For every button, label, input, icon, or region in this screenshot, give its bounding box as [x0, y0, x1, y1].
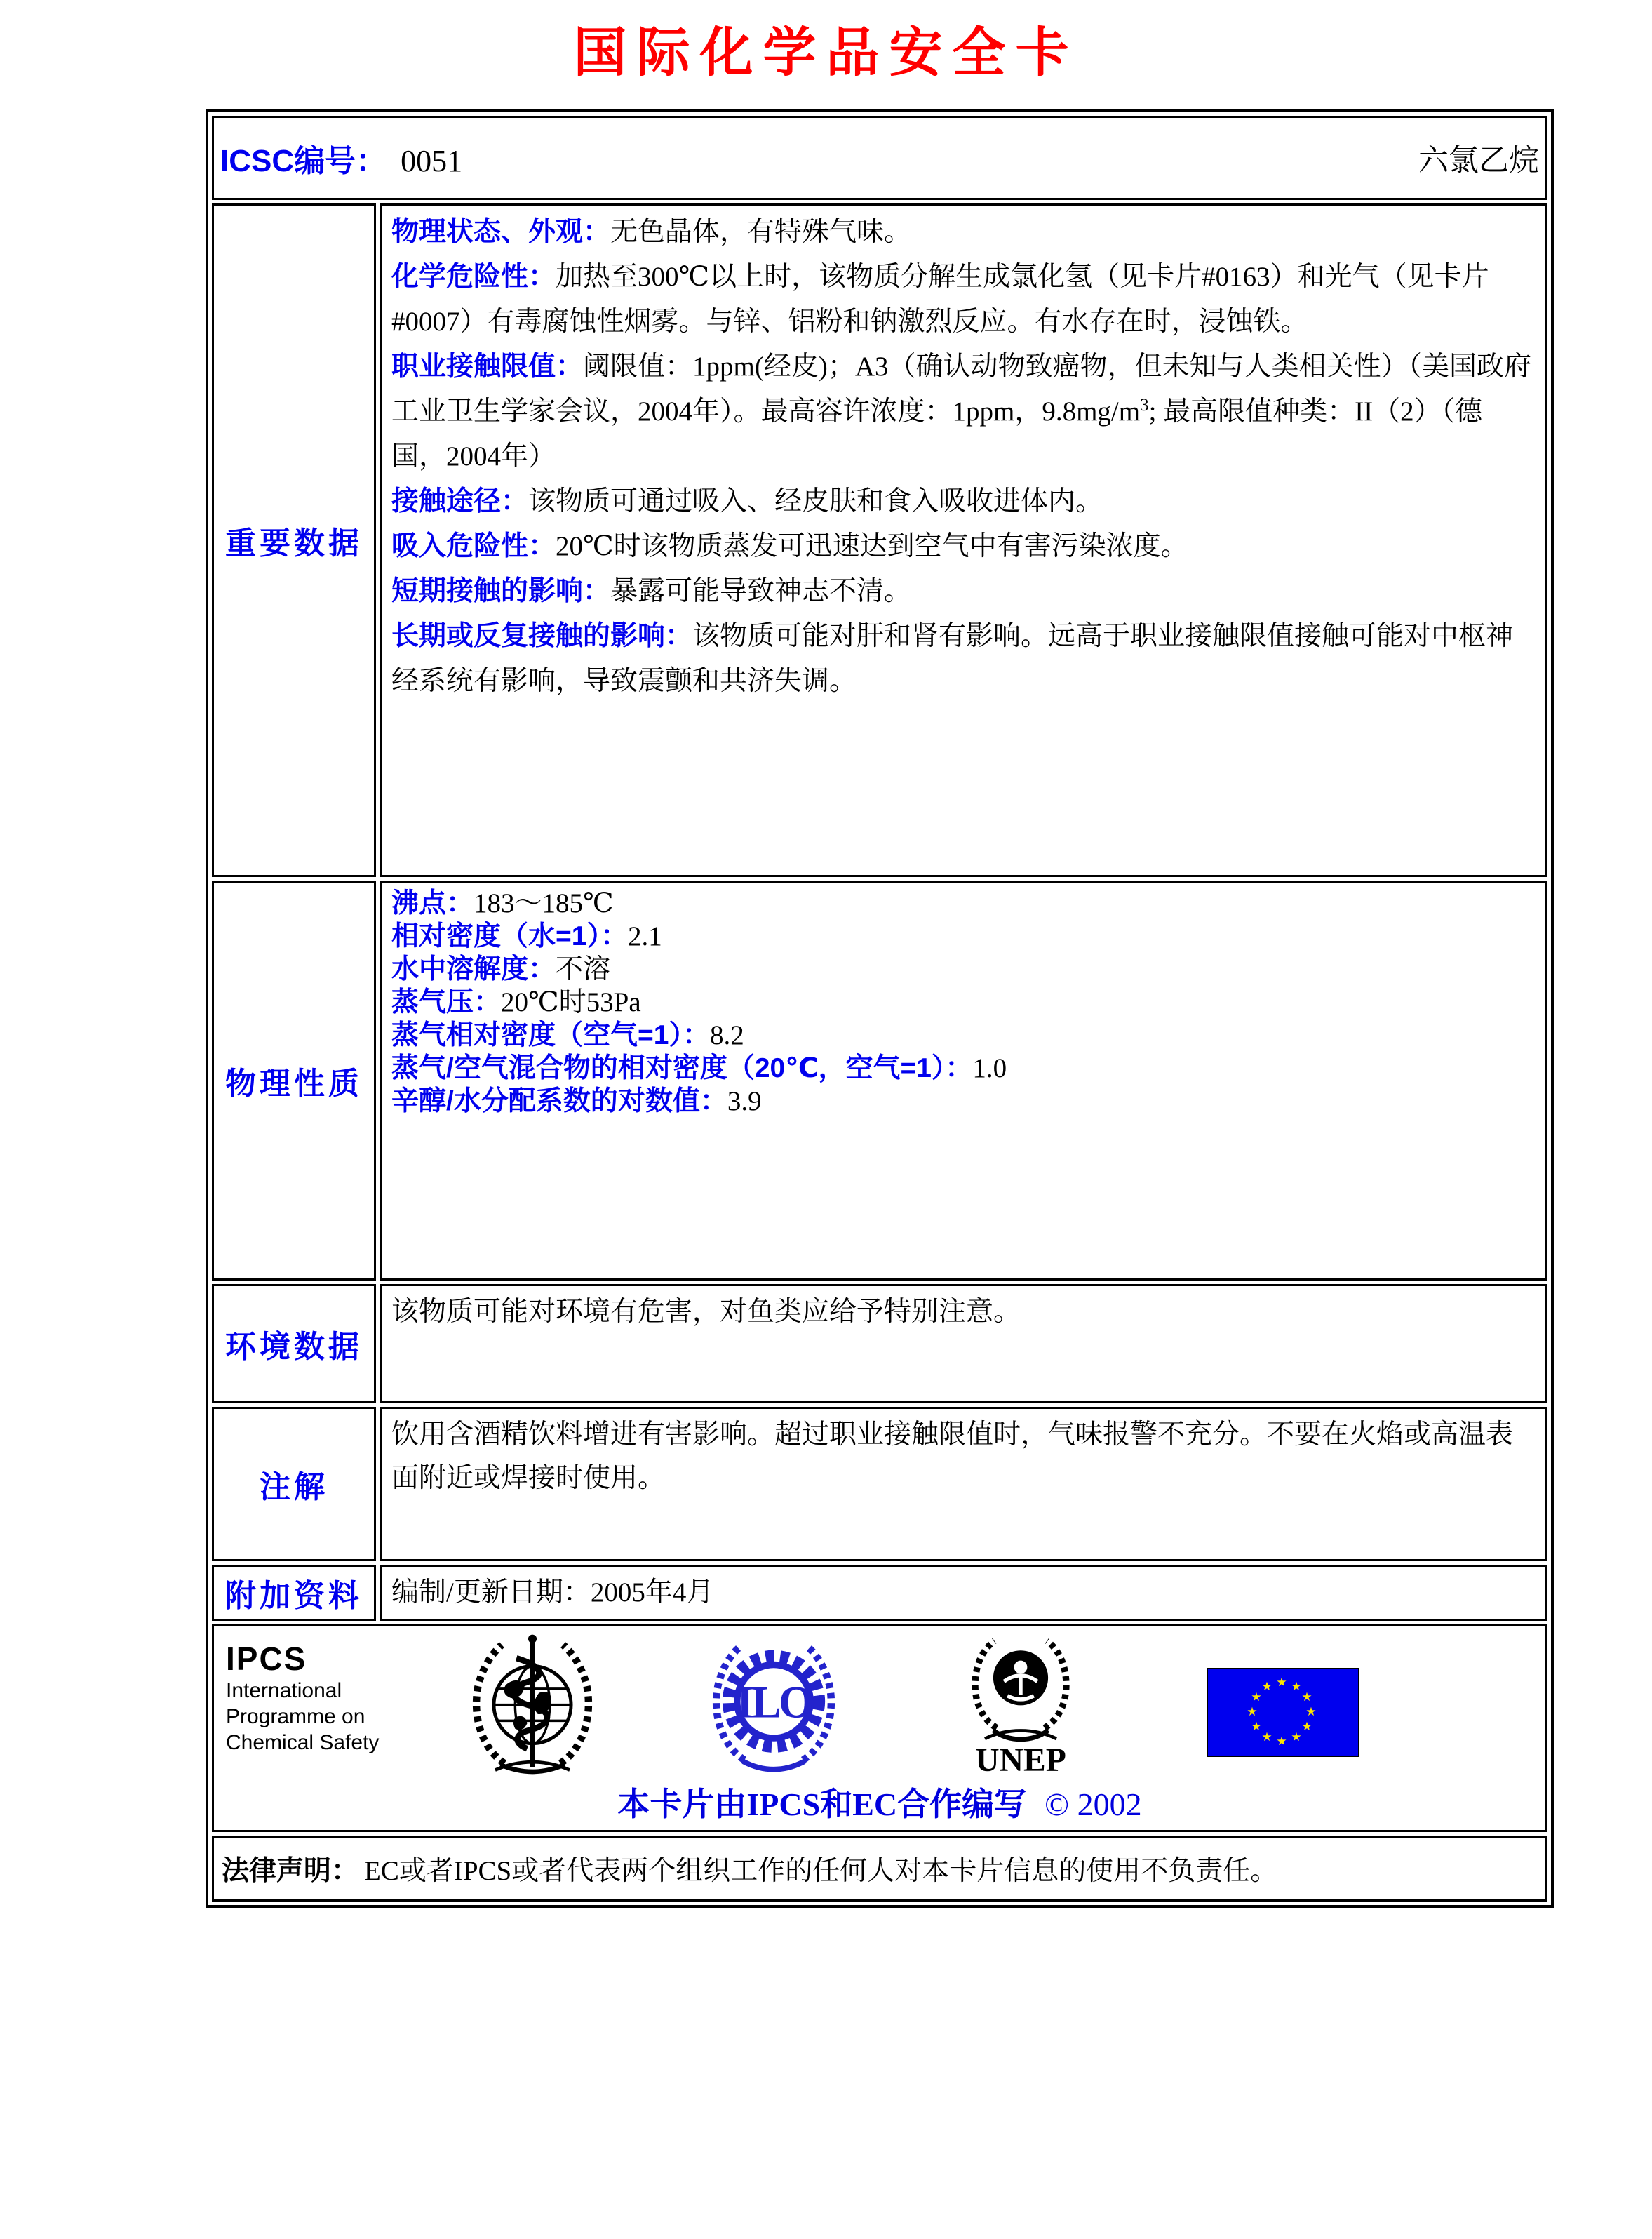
unep-logo-icon [961, 1637, 1080, 1781]
field-label: 长期或反复接触的影响： [391, 621, 693, 651]
icsc-number-label: ICSC编号： [220, 144, 387, 178]
additional-info-content: 编制/更新日期：2005年4月 [380, 1565, 1547, 1621]
prop-vapor-density [391, 1019, 1536, 1052]
prop-label: 蒸气压： [391, 987, 502, 1017]
eu-star-icon: ★ [1291, 1680, 1302, 1694]
eu-star-icon: ★ [1261, 1730, 1272, 1744]
header-flex [215, 119, 1545, 197]
field-chemical-danger [391, 255, 1536, 345]
eu-star-icon: ★ [1247, 1705, 1258, 1719]
row-legal [212, 1836, 1547, 1902]
prop-value: 20℃时53Pa [501, 987, 641, 1017]
environmental-data-content: 该物质可能对环境有危害，对鱼类应给予特别注意。 [380, 1284, 1547, 1403]
prop-label: 相对密度（水=1）： [391, 921, 628, 951]
prop-vapor-pressure [391, 986, 1536, 1019]
section-label-important-data: 重要数据 [212, 203, 376, 877]
prop-label: 蒸气/空气混合物的相对密度（20℃，空气=1）： [391, 1053, 973, 1083]
eu-star-icon: ★ [1276, 1676, 1287, 1690]
prop-value: 1.0 [972, 1053, 1007, 1083]
prop-label: 水中溶解度： [391, 954, 556, 984]
eu-star-icon: ★ [1276, 1735, 1287, 1749]
field-text: 加热至300℃以上时，该物质分解生成氯化氢（见卡片#0163）和光气（见卡片#0007）有毒腐蚀性烟雾。与锌、铝粉和钠激烈反应。有水存在时，浸蚀铁。 [391, 262, 1489, 337]
unep-logo-text: UNEP [975, 1742, 1066, 1779]
eu-star-icon: ★ [1301, 1690, 1312, 1704]
icsc-number-value: 0051 [401, 144, 463, 178]
section-label-environmental-data: 环境数据 [212, 1284, 376, 1403]
field-text: 20℃时该物质蒸发可迅速达到空气中有害污染浓度。 [556, 531, 1188, 561]
row-additional-info [212, 1565, 1547, 1621]
field-exposure-routes [391, 479, 1536, 524]
ilo-logo-text: ILO [736, 1676, 812, 1727]
prop-relative-density [391, 920, 1536, 953]
section-label-additional-info: 附加资料 [212, 1565, 376, 1621]
field-occupational-limits [391, 345, 1536, 479]
field-label: 物理状态、外观： [391, 217, 611, 247]
ipcs-block [226, 1640, 379, 1756]
prop-vapor-air-mix-density [391, 1052, 1536, 1085]
page-title: 国际化学品安全卡 [573, 23, 1079, 83]
copyright-year: © 2002 [1045, 1786, 1142, 1822]
important-data-content [380, 203, 1547, 877]
legal-label: 法律声明： [222, 1856, 359, 1886]
field-label: 吸入危险性： [391, 531, 556, 561]
row-physical-properties [212, 881, 1547, 1281]
superscript-3: 3 [1140, 396, 1149, 415]
prop-value: 不溶 [556, 954, 611, 984]
field-text: 阈限值：1ppm(经皮)；A3（确认动物致癌物，但未知与人类相关性）（美国政府工业卫生学家会议，2004年）。最高容许浓度：1ppm，9.8mg/m [391, 352, 1531, 427]
prop-boiling-point [391, 887, 1536, 920]
prop-value: 2.1 [627, 921, 662, 951]
row-important-data [212, 203, 1547, 877]
prop-octanol-water-coefficient [391, 1085, 1536, 1118]
eu-star-icon: ★ [1251, 1720, 1262, 1734]
ipcs-subtitle-line: Programme on [226, 1705, 365, 1728]
field-text: 暴露可能导致神志不清。 [610, 576, 912, 606]
prop-value: 8.2 [709, 1020, 744, 1050]
eu-star-icon: ★ [1251, 1690, 1262, 1704]
field-label: 短期接触的影响： [391, 576, 611, 606]
ilo-logo-icon [707, 1637, 840, 1774]
field-long-term-effects [391, 614, 1536, 704]
eu-star-icon: ★ [1261, 1680, 1272, 1694]
field-label: 化学危险性： [391, 262, 556, 292]
field-short-term-effects [391, 569, 1536, 614]
icsc-number-group [220, 135, 462, 180]
icsc-card-table [206, 109, 1554, 1908]
field-text: 该物质可能对肝和肾有影响。远高于职业接触限值接触可能对中枢神经系统有影响，导致震颤和共济失调。 [391, 621, 1514, 696]
field-text: ; 最高限值种类：II（2）（德国，2004年） [391, 396, 1483, 472]
field-text: 无色晶体，有特殊气味。 [610, 217, 912, 247]
ipcs-title: IPCS [226, 1640, 307, 1677]
who-logo-icon [466, 1634, 599, 1778]
prop-label: 辛醇/水分配系数的对数值： [391, 1086, 727, 1116]
physical-properties-content [380, 881, 1547, 1281]
header-row [212, 116, 1547, 200]
copyright-text: 本卡片由IPCS和EC合作编写 [617, 1786, 1027, 1822]
legal-cell [212, 1836, 1547, 1902]
prop-value: 3.9 [727, 1086, 762, 1116]
section-label-notes: 注解 [212, 1407, 376, 1561]
row-logos [212, 1624, 1547, 1832]
row-notes [212, 1407, 1547, 1561]
header-cell [212, 116, 1547, 200]
eu-star-icon: ★ [1291, 1730, 1302, 1744]
field-physical-state [391, 210, 1536, 255]
prop-label: 蒸气相对密度（空气=1）： [391, 1020, 710, 1050]
row-environmental-data [212, 1284, 1547, 1403]
prop-label: 沸点： [391, 888, 474, 918]
prop-water-solubility [391, 953, 1536, 986]
field-label: 接触途径： [391, 486, 529, 516]
copyright-line [215, 1779, 1545, 1825]
field-inhalation-risk [391, 524, 1536, 569]
legal-line [215, 1838, 1545, 1899]
eu-star-icon: ★ [1305, 1705, 1317, 1719]
logos-cell [212, 1624, 1547, 1832]
legal-text: EC或者IPCS或者代表两个组织工作的任何人对本卡片信息的使用不负责任。 [364, 1856, 1278, 1886]
ipcs-subtitle-line: Chemical Safety [226, 1731, 380, 1754]
section-label-physical-properties: 物理性质 [212, 881, 376, 1281]
ipcs-subtitle-line: International [226, 1679, 342, 1702]
eu-star-icon: ★ [1301, 1720, 1312, 1734]
logos-strip [215, 1627, 1545, 1829]
eu-flag-icon [1207, 1668, 1359, 1757]
chemical-name: 六氯乙烷 [1418, 144, 1539, 178]
notes-content: 饮用含酒精饮料增进有害影响。超过职业接触限值时，气味报警不充分。不要在火焰或高温表面附近或焊接时使用。 [380, 1407, 1547, 1561]
field-label: 职业接触限值： [391, 352, 584, 382]
prop-value: 183～185℃ [474, 888, 614, 918]
field-text: 该物质可通过吸入、经皮肤和食入吸收进体内。 [528, 486, 1103, 516]
